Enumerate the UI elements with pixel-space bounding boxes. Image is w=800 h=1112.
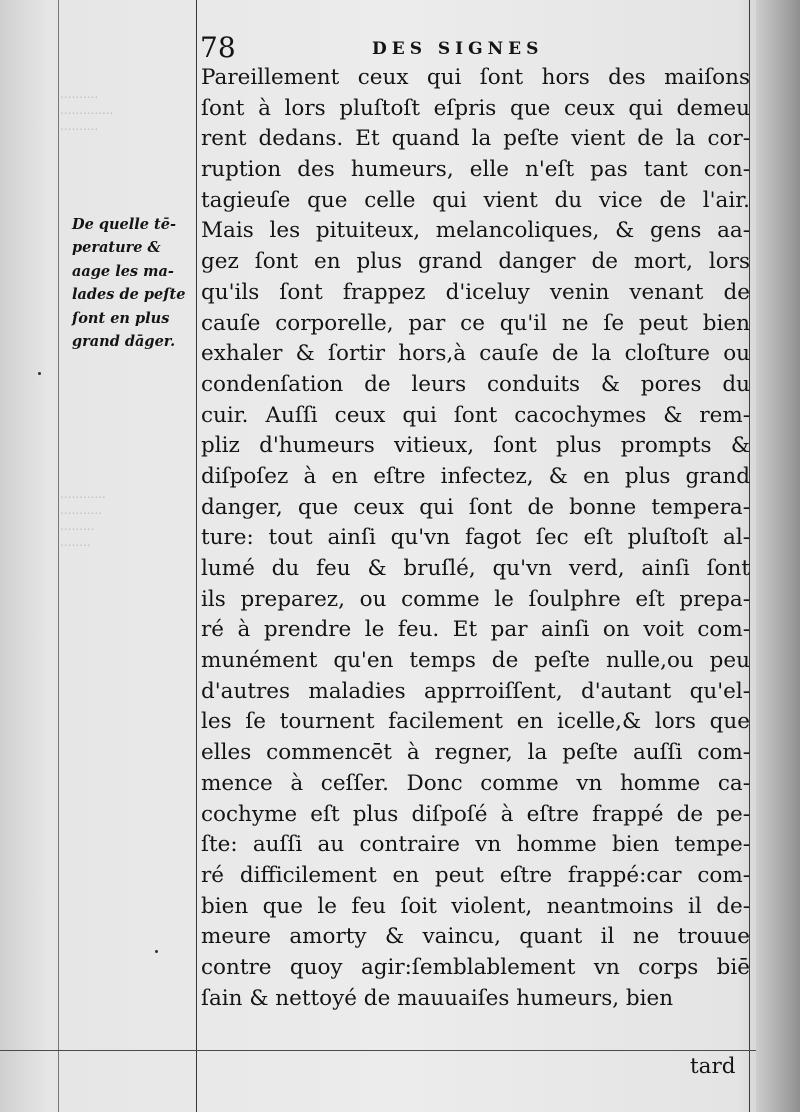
text-line: meure amorty & vaincu, quant il ne trouue <box>201 924 750 950</box>
text-line: condenſation de leurs conduits & pores du <box>201 371 750 397</box>
ink-speck <box>155 950 158 953</box>
text-line: cochyme eſt plus diſpoſé à eſtre frappé de pe- <box>201 801 750 827</box>
text-line: les ſe tournent facilement en icelle,& lors que <box>201 709 750 735</box>
ink-speck <box>38 372 41 375</box>
marginal-note <box>72 213 197 353</box>
text-line: d'autres maladies apprroiſſent, d'autant qu'el- <box>201 678 750 704</box>
text-line: ré à prendre le feu. Et par ainſi on voit com- <box>201 617 750 643</box>
marginal-note-line: ſont en plus <box>72 309 170 327</box>
text-line: exhaler & ſortir hors,à cauſe de la cloſture ou <box>201 341 750 367</box>
page-number: 78 <box>200 31 236 64</box>
marginal-note-line: De quelle tē- <box>72 216 176 233</box>
text-line: rent dedans. Et quand la peſte vient de la cor- <box>201 126 750 152</box>
text-line: ſte: auſſi au contraire vn homme bien tempe- <box>201 832 750 858</box>
text-line: bien que le feu ſoit violent, neantmoins il de- <box>201 893 750 919</box>
text-line: gez ſont en plus grand danger de mort, lors <box>201 249 750 275</box>
body-text <box>201 63 750 1014</box>
marginal-note-line: aage les ma- <box>72 262 174 280</box>
margin-rule-inner <box>196 0 197 1112</box>
text-line: ruption des humeurs, elle n'eſt pas tant con- <box>201 157 750 183</box>
text-line: elles commencēt à regner, la peſte auſſi com- <box>201 740 750 766</box>
text-line: ré difficilement en peut eſtre frappé:car com- <box>201 862 750 888</box>
footer-rule <box>0 1050 800 1051</box>
marginal-note-line: grand dāger. <box>72 333 176 351</box>
text-line: munément qu'en temps de peſte nulle,ou peu <box>201 648 750 674</box>
page-header <box>200 33 580 63</box>
text-line: pliz d'humeurs vitieux, ſont plus prompts & <box>201 433 750 459</box>
catchword: tard <box>690 1054 736 1079</box>
marginal-note-line: perature & <box>72 239 161 257</box>
text-line: ſont à lors pluſtoſt eſpris que ceux qui demeu <box>201 95 750 121</box>
text-line: mence à ceſſer. Donc comme vn homme ca- <box>201 770 750 796</box>
text-line: cuir. Auſſi ceux qui ſont cacochymes & rem- <box>201 402 750 428</box>
marginal-note-line: lades de peſte <box>72 286 186 304</box>
show-through-text: .......... .............. .......... <box>60 87 114 133</box>
text-line: ſain & nettoyé de mauuaiſes humeurs, bien <box>201 985 674 1011</box>
book-spine-shadow <box>756 0 800 1112</box>
text-line: danger, que ceux qui ſont de bonne tempera- <box>201 494 750 520</box>
running-head: DES SIGNES <box>372 39 544 59</box>
margin-rule-outer <box>58 0 59 1112</box>
text-line: ils preparez, ou comme le ſoulphre eſt prepa- <box>201 586 750 612</box>
text-line: Pareillement ceux qui ſont hors des maiſons <box>201 65 750 90</box>
show-through-text: ............ ........... ......... ........ <box>60 487 106 549</box>
text-line: ture: tout ainſi qu'vn fagot ſec eſt pluſtoſt al- <box>201 525 750 551</box>
text-line: contre quoy agir:ſemblablement vn corps biē <box>201 954 750 980</box>
text-line: Mais les pituiteux, melancoliques, & gens aa- <box>201 218 750 244</box>
text-line: diſpoſez à en eſtre infectez, & en plus grand <box>201 463 750 489</box>
text-line: tagieuſe que celle qui vient du vice de l'air. <box>201 187 750 213</box>
text-line: cauſe corporelle, par ce qu'il ne ſe peut bien <box>201 310 750 336</box>
text-line: lumé du feu & bruſlé, qu'vn verd, ainſi ſont <box>201 556 750 581</box>
text-line: qu'ils ſont frappez d'iceluy venin venant de <box>201 279 750 305</box>
